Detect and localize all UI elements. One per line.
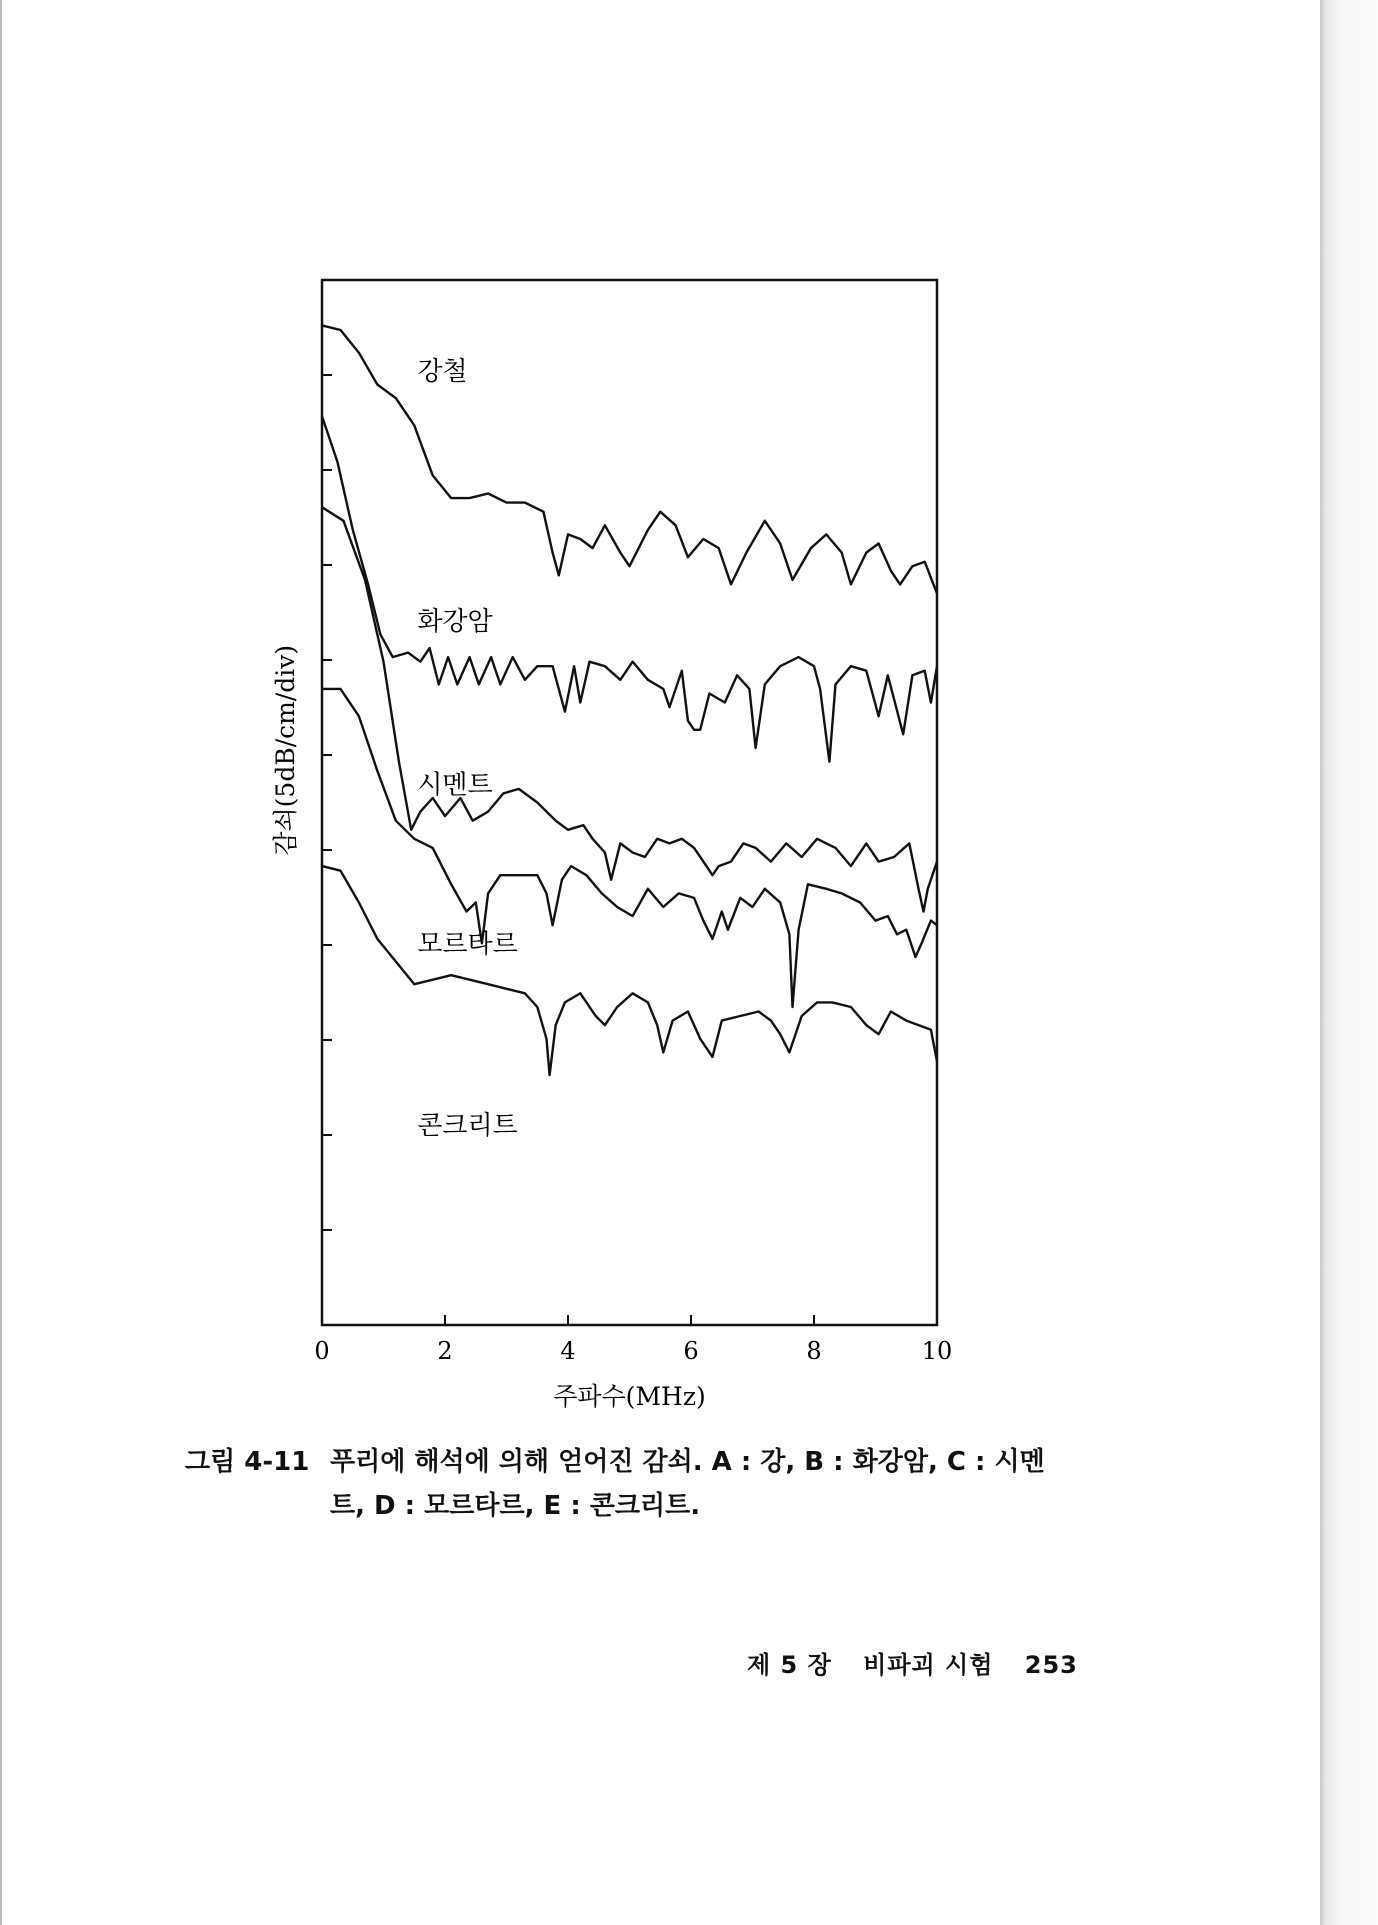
x-tick-label: 10 [921, 1337, 953, 1365]
series-label: 콘크리트 [417, 1111, 518, 1142]
series-line [322, 866, 937, 1075]
series-label: 강철 [417, 356, 468, 387]
chart-svg [271, 270, 982, 1411]
x-tick-label: 2 [437, 1337, 453, 1365]
footer-chapter: 제 5 장 [747, 1651, 832, 1679]
x-tick-label: 0 [314, 1337, 330, 1365]
series-layer [322, 325, 937, 1075]
page-edge-shadow [1320, 0, 1378, 1925]
x-axis-label: 주파수(MHz) [553, 1382, 706, 1411]
series-line [322, 689, 937, 1007]
caption-line2: 트, D : 모르타르, E : 콘크리트. [330, 1491, 701, 1521]
figure-number: 그림 4-11 [185, 1447, 310, 1477]
x-tick-label: 8 [806, 1337, 822, 1365]
plot-frame [322, 280, 937, 1325]
series-line [322, 507, 937, 911]
tick-layer [314, 375, 952, 1365]
series-label: 화강암 [417, 606, 493, 637]
footer-title: 비파괴 시험 [863, 1651, 994, 1679]
series-label: 모르타르 [417, 929, 518, 960]
y-axis-label: 감쇠(5dB/cm/div) [271, 644, 300, 856]
figure-caption [185, 1440, 1125, 1528]
series-label: 시멘트 [417, 770, 493, 801]
attenuation-chart [271, 270, 982, 1411]
page-footer [747, 1645, 1100, 1680]
footer-page-number: 253 [1024, 1651, 1078, 1679]
x-tick-label: 4 [560, 1337, 576, 1365]
series-line [322, 416, 937, 761]
x-tick-label: 6 [683, 1337, 699, 1365]
series-line [322, 325, 937, 593]
plot-border [322, 280, 937, 1325]
caption-line1: 푸리에 해석에 의해 얻어진 감쇠. A : 강, B : 화강암, C : 시멘 [330, 1447, 1045, 1477]
